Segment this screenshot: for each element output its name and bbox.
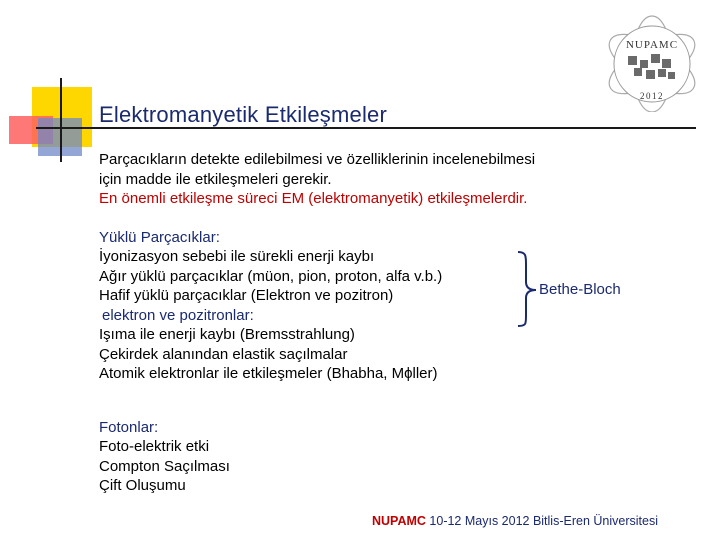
electron-item: Atomik elektronlar ile etkileşmeler (Bhabha, Mϕller) (99, 365, 438, 382)
curly-bracket (512, 248, 540, 328)
footer-brand: NUPAMC (372, 514, 426, 528)
logo-name: NUPAMC (625, 39, 679, 51)
charged-item: İyonizasyon sebebi ile sürekli enerji kaybı (99, 248, 375, 265)
slide-body (99, 150, 699, 496)
bethe-bloch-label: Bethe-Bloch (539, 281, 621, 298)
electron-item: Işıma ile enerji kaybı (Bremsstrahlung) (99, 326, 355, 343)
intro-line-1: Parçacıkların detekte edilebilmesi ve özelliklerinin incelenebilmesi (99, 151, 536, 168)
slide-title: Elektromanyetik Etkileşmeler (99, 102, 388, 127)
charged-item: Ağır yüklü parçacıklar (müon, pion, proton, alfa v.b.) (99, 267, 443, 285)
slide-footer (372, 514, 658, 528)
decor-vertical-line (60, 78, 62, 162)
charged-item: Hafif yüklü parçacıklar (Elektron ve pozitron) (99, 287, 394, 304)
electron-subheading: elektron ve pozitronlar: (102, 306, 254, 324)
photon-heading: Fotonlar: (99, 418, 159, 436)
footer-text: 10-12 Mayıs 2012 Bitlis-Eren Üniversitesi (425, 514, 658, 528)
electron-item: Çekirdek alanından elastik saçılmalar (99, 345, 348, 363)
nupamc-logo (596, 12, 708, 112)
charged-heading: Yüklü Parçacıklar: (99, 228, 220, 246)
photon-item: Compton Saçılması (99, 457, 230, 475)
photon-item: Çift Oluşumu (99, 477, 186, 494)
highlight-line: En önemli etkileşme süreci EM (elektromanyetik) etkileşmelerdir. (99, 190, 528, 207)
logo-year: 2012 (640, 91, 664, 101)
intro-line-2: için madde ile etkileşmeleri gerekir. (99, 170, 332, 188)
photon-item: Foto-elektrik etki (99, 438, 210, 455)
